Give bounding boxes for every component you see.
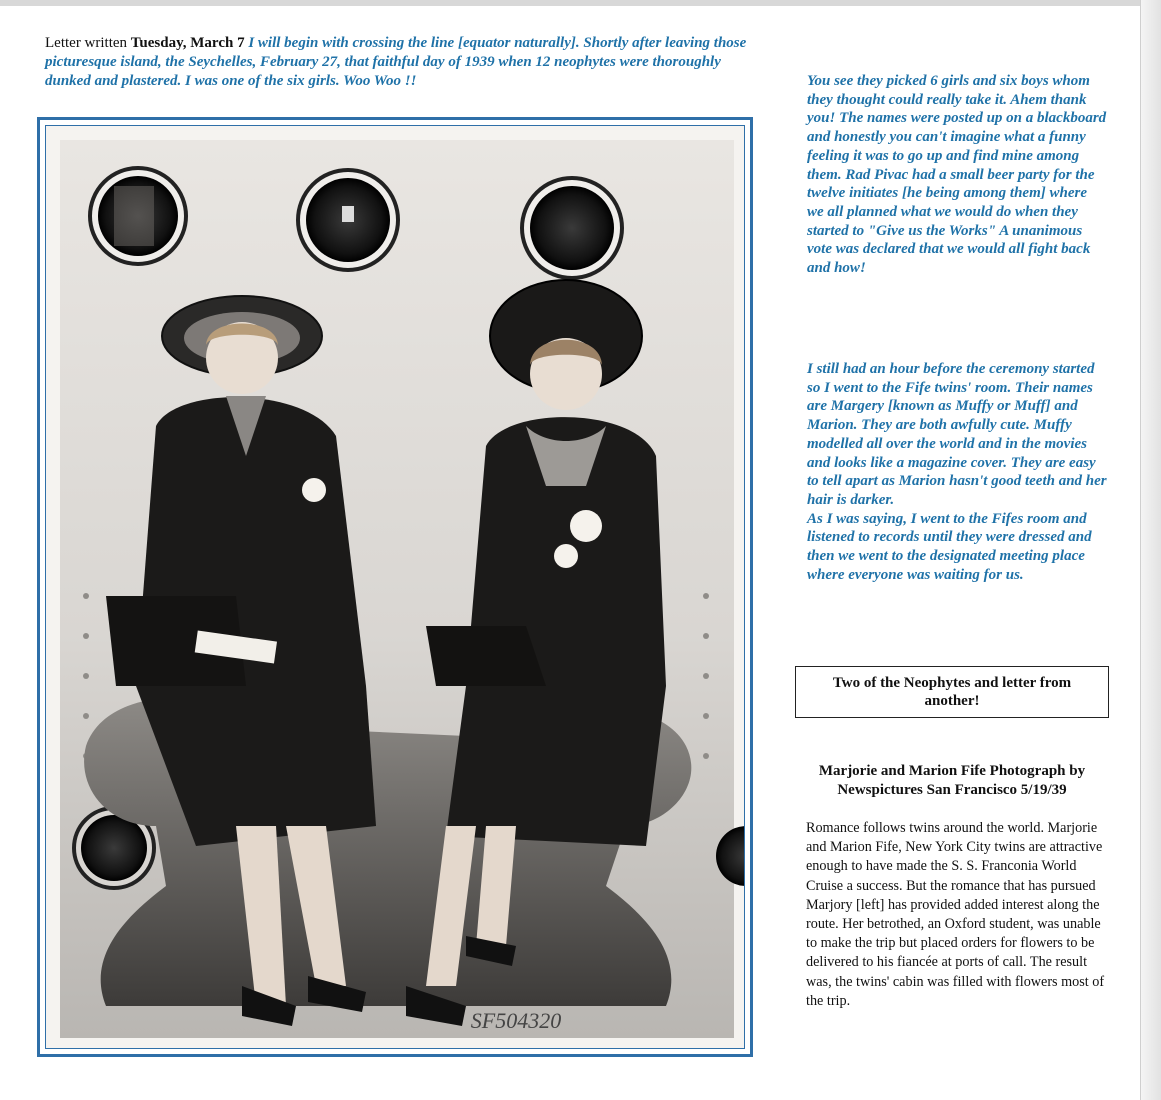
- letter-column-bottom: [807, 360, 1107, 584]
- porthole-top-center: [298, 170, 398, 270]
- letter-paragraph-1: You see they picked 6 girls and six boys whom they thought could really take it. Ahem thank you! The names were posted up on a blackboard and honestly you can't imagine what a funny feeling it was to go up and find mine among them. Rad Pivac had a small beer party for the twelve initiates [he being among them] where we all planned what we would do when they started to "Give us the Works" A unanimous vote was declared that we would all fight back and how!: [807, 73, 1107, 277]
- photo-frame: [37, 117, 753, 1057]
- letter-paragraph-3: As I was saying, I went to the Fifes room and listened to records until they were dressed and then we went to the designated meeting place where everyone was waiting for us.: [807, 510, 1092, 583]
- caption-box: Two of the Neophytes and letter from another!: [795, 666, 1109, 718]
- photo-credit: Marjorie and Marion Fife Photograph by Newspictures San Francisco 5/19/39: [818, 763, 1086, 798]
- intro-date: Tuesday, March 7: [130, 35, 245, 51]
- porthole-top-left: [90, 168, 186, 264]
- letter-paragraph-2: I still had an hour before the ceremony started so I went to the Fife twins' room. Their names are Margery [known as Muffy or Muff] and Marion. They are both awfully cute. Muffy modelled all over the world and in the movies and looks like a magazine cover. They are easy to tell apart as Marion hasn't good teeth and her hair is darker.: [807, 361, 1107, 508]
- porthole-top-right: [522, 178, 622, 278]
- intro-body: I will begin with crossing the line [equator naturally]. Shortly after leaving those picturesque island, the Seychelles, February 27, that faithful day of 1939 when 12 neophytes were thoroughly dunked and plastered. I was one of the six girls. Woo Woo !!: [45, 35, 747, 89]
- intro-lead: Letter written: [45, 35, 128, 51]
- twins-photograph: [45, 125, 745, 1049]
- photo-stamp-text: SF504320: [470, 1008, 562, 1033]
- page-right-edge: [1140, 0, 1161, 1100]
- photo-illustration: [46, 126, 745, 1049]
- letter-column-top: [807, 72, 1107, 278]
- letter-intro: [45, 34, 765, 91]
- page-top-border: [0, 0, 1161, 6]
- newspaper-caption: Romance follows twins around the world. Marjorie and Marion Fife, New York City twins are attractive enough to have made the S. S. Franconia World Cruise a success. But the romance that has pursued Marjory [left] has provided added interest along the route. Her betrothed, an Oxford student, was unable to make the trip but placed orders for flowers to be delivered to his fiancée at ports of call. The result was, the twins' cabin was filled with flowers most of the trip.: [806, 820, 1105, 1009]
